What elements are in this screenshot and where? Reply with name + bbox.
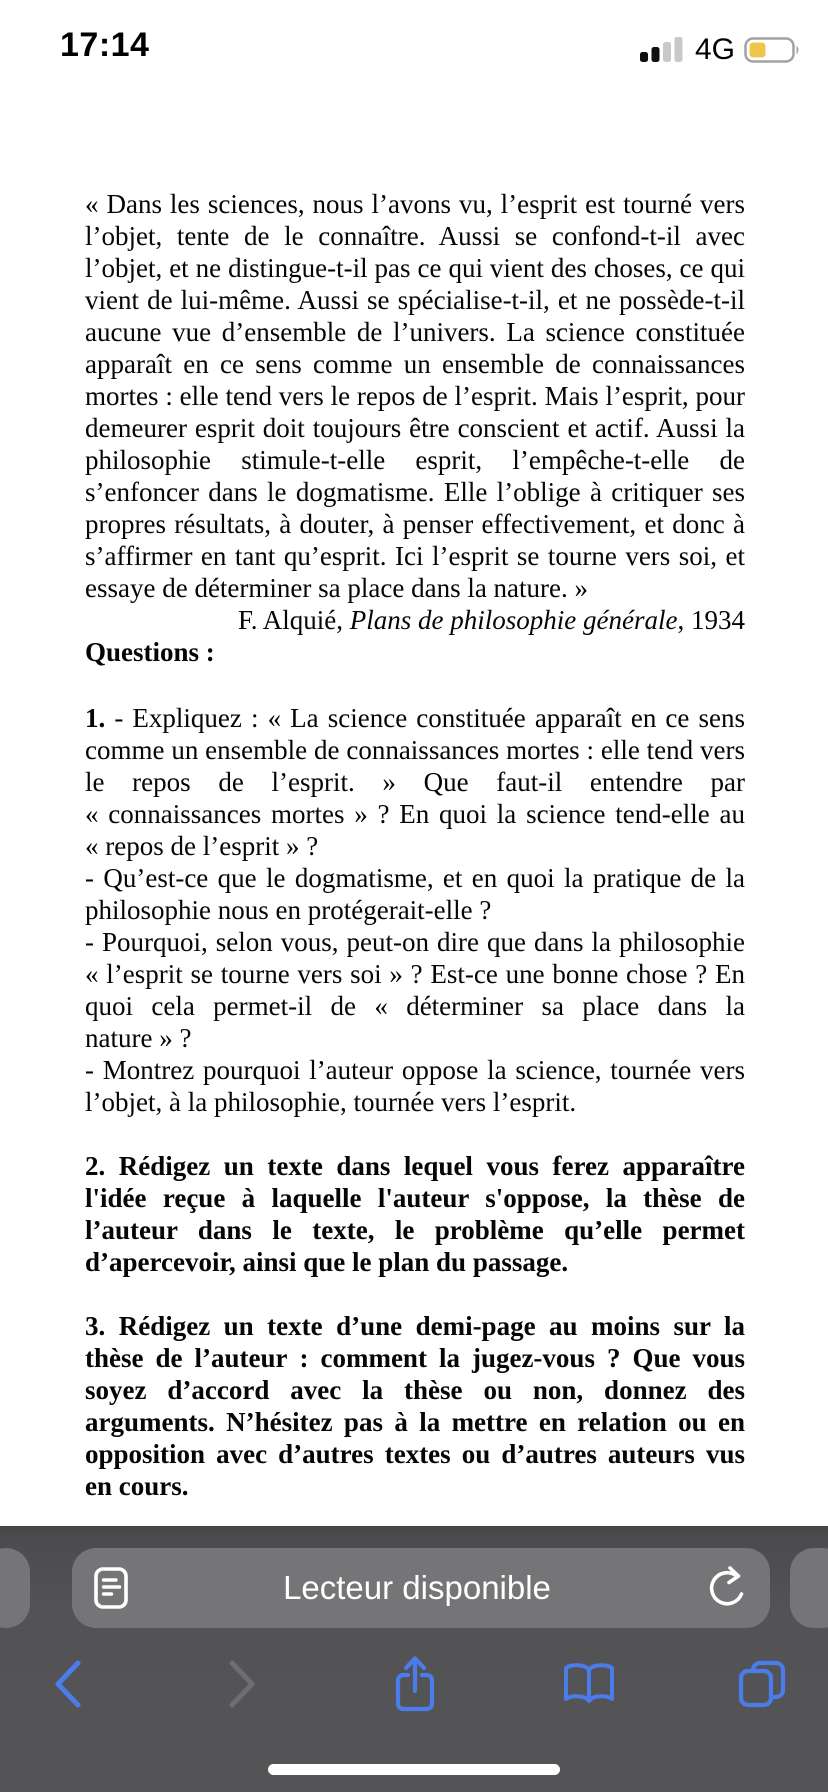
question-1-number: 1.: [85, 703, 106, 733]
reader-icon[interactable]: [94, 1566, 128, 1610]
cellular-signal-icon: [640, 37, 686, 63]
share-button[interactable]: [387, 1654, 443, 1714]
network-type-label: 4G: [694, 33, 735, 66]
document-page: [85, 188, 745, 1502]
question-2: 2. Rédigez un texte dans lequel vous ferez apparaître l'idée reçue à laquelle l'auteur s'oppose, la thèse de l’auteur dans le texte, le problème qu’elle permet d’apercevoir, ainsi que le plan du passage.: [85, 1151, 745, 1277]
navigation-toolbar: [0, 1658, 828, 1710]
back-button[interactable]: [40, 1658, 96, 1710]
attribution-line: [85, 604, 745, 636]
reload-icon[interactable]: [706, 1565, 748, 1611]
question-1-sub-1: - Qu’est-ce que le dogmatisme, et en quoi la pratique de la philosophie nous en protégerait-elle ?: [85, 863, 745, 925]
safari-bottom-bar: [0, 1526, 828, 1792]
status-time: 17:14: [60, 26, 150, 64]
status-right-cluster: [640, 0, 802, 100]
forward-button[interactable]: [214, 1658, 270, 1710]
battery-icon: [744, 36, 802, 64]
tabs-button[interactable]: [734, 1658, 790, 1710]
book-icon: [561, 1661, 617, 1707]
tabs-icon: [736, 1658, 788, 1710]
previous-tab-stub[interactable]: [0, 1548, 30, 1628]
reader-available-label: Lecteur disponible: [283, 1569, 551, 1606]
back-chevron-icon: [53, 1658, 83, 1710]
attribution-year: , 1934: [677, 605, 745, 635]
question-1-sub-3: - Montrez pourquoi l’auteur oppose la science, tournée vers l’objet, à la philosophie, tournée vers l’esprit.: [85, 1055, 745, 1117]
address-bar[interactable]: [72, 1548, 770, 1628]
home-indicator[interactable]: [268, 1764, 560, 1775]
share-icon: [391, 1654, 439, 1714]
status-bar: [0, 0, 828, 100]
quote-paragraph: « Dans les sciences, nous l’avons vu, l’esprit est tourné vers l’objet, tente de le connaître. Aussi se confond-t-il avec l’objet, et ne distingue-t-il pas ce qui vient des choses, ce qui vient de lui-même. Aussi se spécialise-t-il, et ne possède-t-il aucune vue d’ensemble de l’univers. La science constituée apparaît en ce sens comme un ensemble de connaissances mortes : elle tend vers le repos de l’esprit. Mais l’esprit, pour demeurer esprit doit toujours être conscient et actif. Aussi la philosophie stimule-t-elle esprit, l’empêche-t-elle de s’enfoncer dans le dogmatisme. Elle l’oblige à critiquer ses propres résultats, à douter, à penser effectivement, et donc à s’affirmer en tant qu’esprit. Ici l’esprit se tourne vers soi, et essaye de déterminer sa place dans la nature. »: [85, 189, 745, 603]
question-1-intro: - Expliquez : « La science constituée apparaît en ce sens comme un ensemble de connaissances mortes : elle tend vers le repos de l’esprit. » Que faut-il entendre par « connaissances mortes » ? En quoi la science tend-elle au « repos de l’esprit » ?: [85, 703, 745, 861]
attribution-book-title: Plans de philosophie générale: [349, 605, 678, 635]
question-1-sub-2: - Pourquoi, selon vous, peut-on dire que dans la philosophie « l’esprit se tourne vers soi » ? Est-ce une bonne chose ? En quoi cela permet-il de « déterminer sa place dans la nature » ?: [85, 927, 745, 1053]
next-tab-stub[interactable]: [790, 1548, 828, 1628]
question-1: [85, 702, 745, 862]
forward-chevron-icon: [227, 1658, 257, 1710]
question-3: 3. Rédigez un texte d’une demi-page au moins sur la thèse de l’auteur : comment la jugez-vous ? Que vous soyez d’accord avec la thèse ou non, donnez des arguments. N’hésitez pas à la mettre en relation ou en opposition avec d’autres textes ou d’autres auteurs vus en cours.: [85, 1311, 745, 1501]
questions-heading: Questions :: [85, 637, 215, 667]
attribution-author: F. Alquié,: [237, 605, 350, 635]
bookmarks-button[interactable]: [561, 1661, 617, 1707]
